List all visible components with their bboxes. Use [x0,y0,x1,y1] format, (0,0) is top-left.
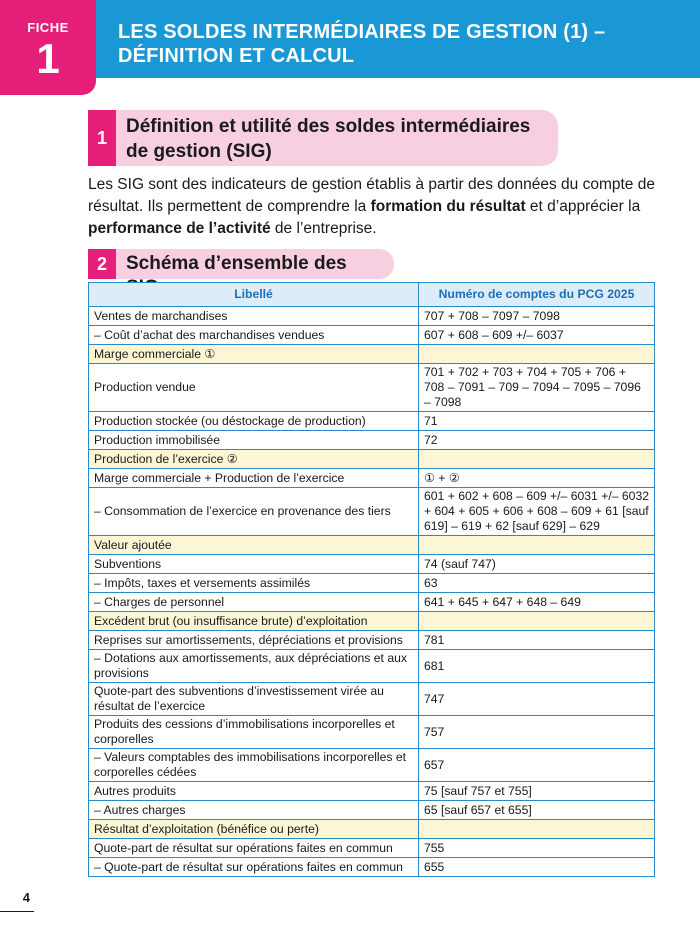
cell-accounts: 681 [419,650,655,683]
cell-label: – Dotations aux amortissements, aux dépréciations et aux provisions [89,650,419,683]
cell-label: Production de l’exercice ② [89,450,419,469]
cell-accounts: 75 [sauf 757 et 755] [419,782,655,801]
intro-bold-2: performance de l’activité [88,220,271,237]
table-row-total [89,612,655,631]
page-title: LES SOLDES INTERMÉDIAIRES DE GESTION (1) – DÉFINITION ET CALCUL [118,21,606,67]
cell-accounts: 63 [419,574,655,593]
cell-label: – Coût d’achat des marchandises vendues [89,326,419,345]
cell-label: Subventions [89,555,419,574]
cell-accounts: 757 [419,716,655,749]
cell-accounts: 65 [sauf 657 et 655] [419,801,655,820]
table-row [89,593,655,612]
cell-accounts: ① + ② [419,469,655,488]
cell-label: Produits des cessions d’immobilisations incorporelles et corporelles [89,716,419,749]
cell-accounts: 601 + 602 + 608 – 609 +/– 6031 +/– 6032 + 604 + 605 + 606 + 608 – 609 + 61 [sauf 619] – 619 + 62 [sauf 629] – 629 [419,488,655,536]
table-row-total [89,345,655,364]
intro-bold-1: formation du résultat [370,198,526,215]
section-heading-2 [88,249,394,279]
table-row [89,555,655,574]
fiche-number: 1 [36,35,60,82]
table-row [89,469,655,488]
table-row [89,488,655,536]
table-row [89,412,655,431]
section-title-1: Définition et utilité des soldes intermédiaires de gestion (SIG) [126,116,531,162]
intro-text-3: de l’entreprise. [270,220,377,237]
cell-accounts: 781 [419,631,655,650]
table-row [89,839,655,858]
cell-label: Excédent brut (ou insuffisance brute) d’exploitation [89,612,419,631]
cell-label: Ventes de marchandises [89,307,419,326]
cell-accounts: 655 [419,858,655,877]
table-row [89,749,655,782]
table-row [89,801,655,820]
fiche-badge [0,0,96,95]
section-heading-1 [88,110,558,166]
cell-label: – Autres charges [89,801,419,820]
cell-accounts [419,345,655,364]
cell-label: Production vendue [89,364,419,412]
cell-label: – Charges de personnel [89,593,419,612]
header-libelle: Libellé [89,283,419,307]
cell-accounts: 72 [419,431,655,450]
table-row-total [89,820,655,839]
cell-label: Production immobilisée [89,431,419,450]
table-row [89,307,655,326]
table-row [89,631,655,650]
section-title-2: Schéma d’ensemble des [126,253,347,274]
cell-accounts [419,450,655,469]
table-header-row [89,283,655,307]
cell-label: Résultat d’exploitation (bénéfice ou perte) [89,820,419,839]
table-row [89,574,655,593]
cell-label: Marge commerciale ① [89,345,419,364]
cell-accounts [419,536,655,555]
cell-label: Autres produits [89,782,419,801]
cell-label: – Impôts, taxes et versements assimilés [89,574,419,593]
table-row [89,716,655,749]
table-row [89,683,655,716]
cell-accounts: 747 [419,683,655,716]
title-bar [96,0,700,78]
table-row [89,431,655,450]
cell-accounts: 755 [419,839,655,858]
cell-label: Production stockée (ou déstockage de production) [89,412,419,431]
table-row [89,326,655,345]
cell-label: Quote-part des subventions d’investissement virée au résultat de l’exercice [89,683,419,716]
table-row [89,364,655,412]
fiche-label: FICHE [27,20,69,35]
cell-accounts: 71 [419,412,655,431]
cell-accounts: 657 [419,749,655,782]
cell-accounts: 707 + 708 – 7097 – 7098 [419,307,655,326]
table-row [89,858,655,877]
table-row [89,650,655,683]
table-body [89,307,655,877]
cell-accounts: 607 + 608 – 609 +/– 6037 [419,326,655,345]
cell-accounts: 74 (sauf 747) [419,555,655,574]
table-row-total [89,536,655,555]
cell-label: – Consommation de l’exercice en provenance des tiers [89,488,419,536]
table-row-total [89,450,655,469]
page-number: 4 [0,890,34,912]
cell-accounts: 701 + 702 + 703 + 704 + 705 + 706 + 708 – 7091 – 709 – 7094 – 7095 – 7096 – 7098 [419,364,655,412]
intro-text-1: Les SIG sont des indicateurs de gestion établis à partir des données du compte de résultat. Ils permettent de comprendre la [88,176,655,215]
cell-label: Marge commerciale + Production de l’exercice [89,469,419,488]
cell-label: Quote-part de résultat sur opérations faites en commun [89,839,419,858]
cell-label: Valeur ajoutée [89,536,419,555]
intro-text-2: et d’apprécier la [525,198,641,215]
header-accounts: Numéro de comptes du PCG 2025 [419,283,655,307]
cell-label: Reprises sur amortissements, dépréciations et provisions [89,631,419,650]
intro-paragraph [88,174,660,240]
table-row [89,782,655,801]
cell-accounts [419,612,655,631]
cell-label: – Quote-part de résultat sur opérations faites en commun [89,858,419,877]
cell-accounts [419,820,655,839]
cell-accounts: 641 + 645 + 647 + 648 – 649 [419,593,655,612]
section-number-1: 1 [88,110,116,166]
sig-table [88,282,655,877]
cell-label: – Valeurs comptables des immobilisations incorporelles et corporelles cédées [89,749,419,782]
section-number-2: 2 [88,249,116,279]
